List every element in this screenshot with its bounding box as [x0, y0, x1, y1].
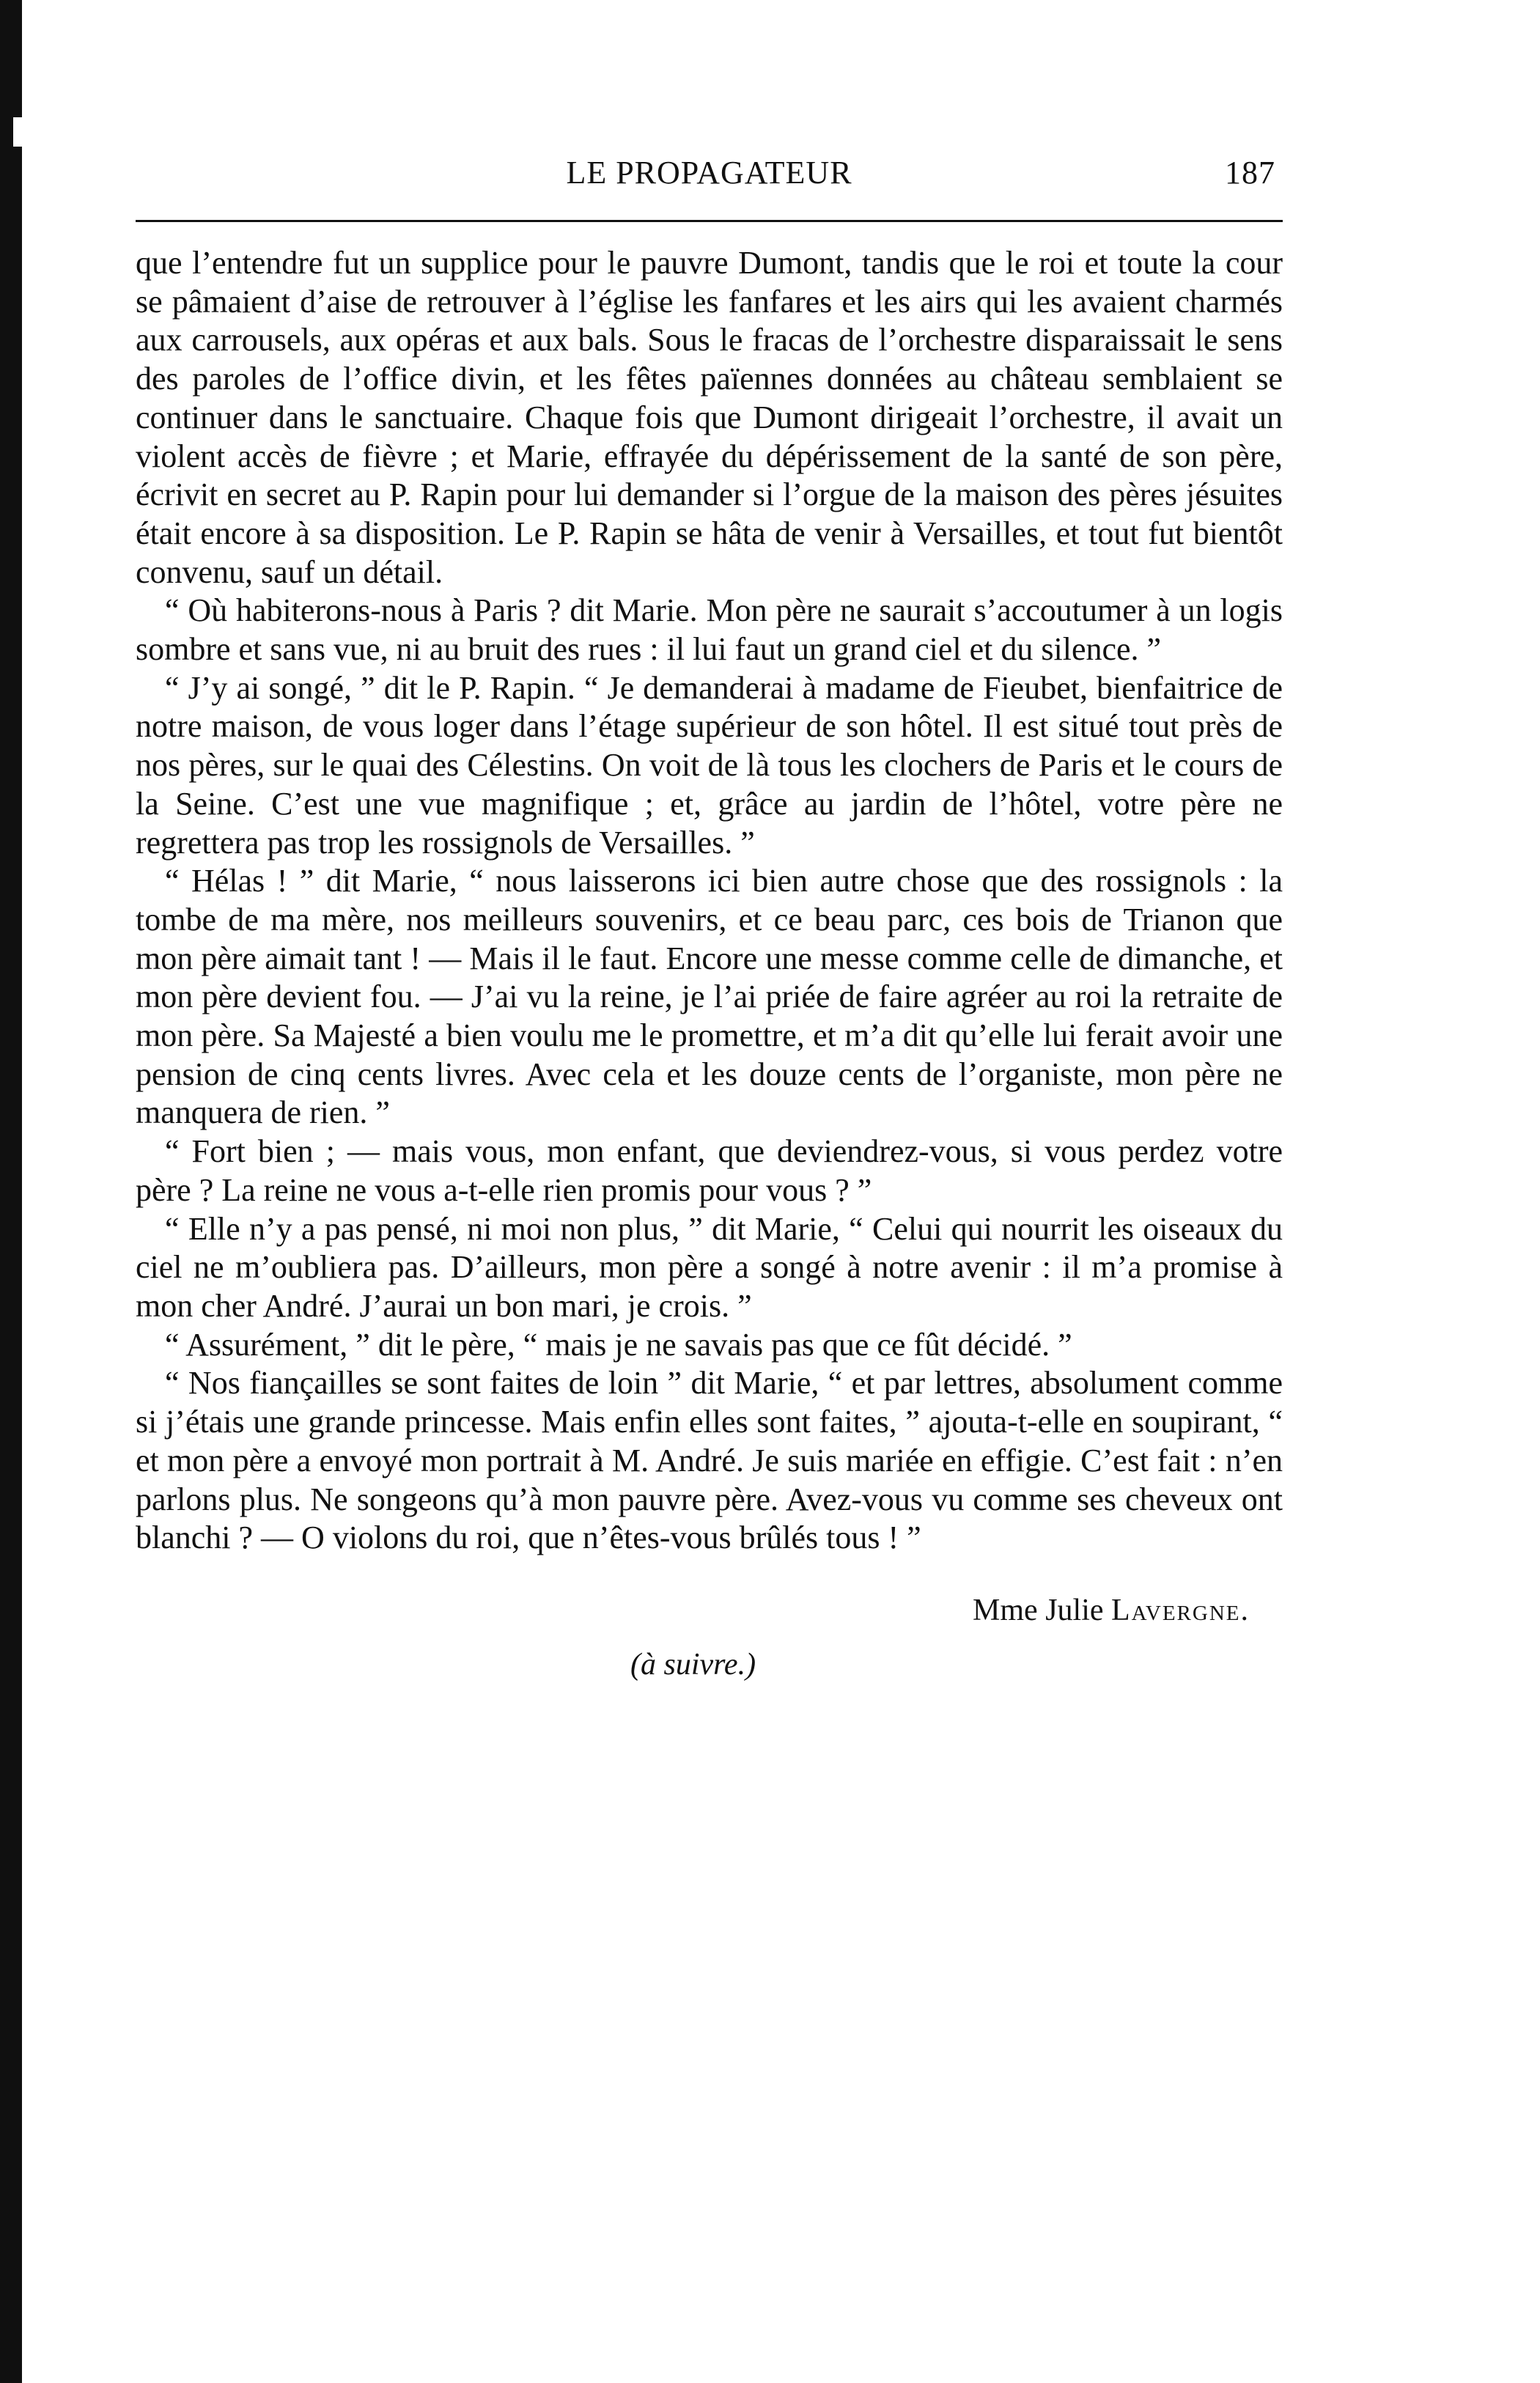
paragraph: “ Où habiterons-nous à Paris ? dit Marie. Mon père ne saurait s’accoutumer à un logis sombre et sans vue, ni au bruit des rues : il lui faut un grand ciel et du silence. ”	[136, 592, 1283, 668]
scan-binding-edge	[0, 0, 22, 2383]
paragraph: “ Hélas ! ” dit Marie, “ nous laisserons ici bien autre chose que des rossignols : la tombe de ma mère, nos meilleurs souvenirs, et ce beau parc, ces bois de Trianon que mon père aimait tant ! — Mais il le faut. Encore une messe comme celle de dimanche, et mon père devient fou. — J’ai vu la reine, je l’ai priée de faire agréer au roi la retraite de mon père. Sa Majesté a bien voulu me le promettre, et m’a dit qu’elle lui ferait avoir une pension de cinq cents livres. Avec cela et les douze cents de l’organiste, mon père ne manquera de rien. ”	[136, 863, 1283, 1131]
page-number: 187	[1225, 155, 1275, 191]
continuation-note: (à suivre.)	[630, 1647, 756, 1682]
header-rule	[136, 220, 1283, 222]
body-text	[136, 244, 1283, 1558]
paragraph: “ Fort bien ; — mais vous, mon enfant, que deviendrez-vous, si vous perdez votre père ? La reine ne vous a-t-elle rien promis pour vous ? ”	[136, 1133, 1283, 1208]
author-signature	[136, 1593, 1283, 1628]
paragraph: “ Elle n’y a pas pensé, ni moi non plus, ” dit Marie, “ Celui qui nourrit les oiseaux du ciel ne m’oubliera pas. D’ailleurs, mon père a songé à notre avenir : il m’a promise à mon cher André. J’aurai un bon mari, je crois. ”	[136, 1210, 1283, 1324]
signature-prefix: Mme Julie	[973, 1593, 1104, 1627]
book-page	[136, 139, 1283, 1682]
scan-edge-notch	[13, 117, 22, 147]
running-title: LE PROPAGATEUR	[566, 155, 852, 191]
signature-surname: Lavergne.	[1111, 1593, 1250, 1627]
paragraph: “ Nos fiançailles se sont faites de loin ” dit Marie, “ et par lettres, absolument comme si j’étais une grande princesse. Mais enfin elles sont faites, ” ajouta-t-elle en soupirant, “ et mon père a envoyé mon portrait à M. André. Je suis mariée en effigie. C’est fait : n’en parlons plus. Ne songeons qu’à mon pauvre père. Avez-vous vu comme ses cheveux ont blanchi ? — O violons du roi, que n’êtes-vous brûlés tous ! ”	[136, 1365, 1283, 1556]
running-head	[136, 139, 1283, 205]
paragraph: que l’entendre fut un supplice pour le pauvre Dumont, tandis que le roi et toute la cour se pâmaient d’aise de retrouver à l’église les fanfares et les airs qui les avaient charmés aux carrousels, aux opéras et aux bals. Sous le fracas de l’orchestre disparaissait le sens des paroles de l’office divin, et les fêtes païennes données au château semblaient se continuer dans le sanctuaire. Chaque fois que Dumont dirigeait l’orchestre, il avait un violent accès de fièvre ; et Marie, effrayée du dépérissement de la santé de son père, écrivit en secret au P. Rapin pour lui demander si l’orgue de la maison des pères jésuites était encore à sa disposition. Le P. Rapin se hâta de venir à Versailles, et tout fut bientôt convenu, sauf un détail.	[136, 245, 1283, 590]
paragraph: “ J’y ai songé, ” dit le P. Rapin. “ Je demanderai à madame de Fieubet, bienfaitrice de notre maison, de vous loger dans l’étage supérieur de son hôtel. Il est situé tout près de nos pères, sur le quai des Célestins. On voit de là tous les clochers de Paris et le cours de la Seine. C’est une vue magnifique ; et, grâce au jardin de l’hôtel, votre père ne regrettera pas trop les rossignols de Versailles. ”	[136, 669, 1283, 861]
paragraph: “ Assurément, ” dit le père, “ mais je ne savais pas que ce fût décidé. ”	[165, 1326, 1072, 1363]
